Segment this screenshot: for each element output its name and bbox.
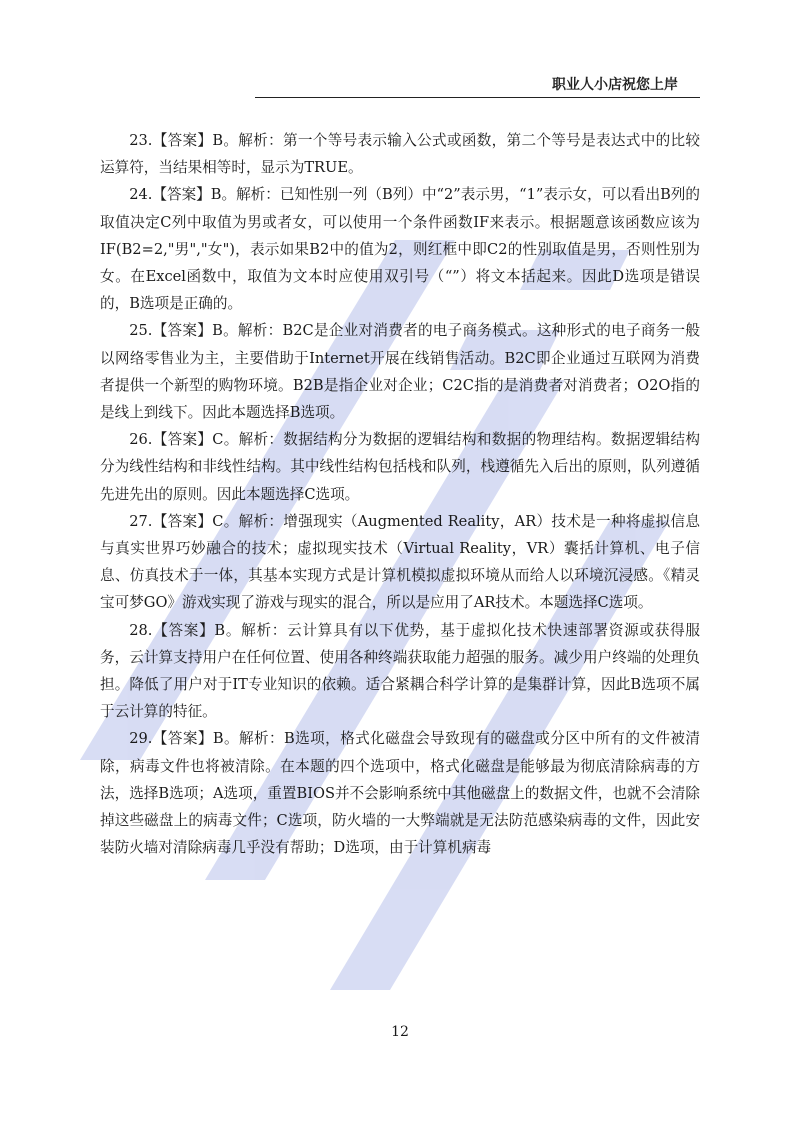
- answer-paragraph-29: 29.【答案】B。解析：B选项，格式化磁盘会导致现有的磁盘或分区中所有的文件被清除，病毒文件也将被清除。在本题的四个选项中，格式化磁盘是能够最为彻底清除病毒的方法，选择B选项；A选项，重置BIOS并不会影响系统中其他磁盘上的数据文件，也就不会清除掉这些磁盘上的病毒文件；C选项，防火墙的一大弊端就是无法防范感染病毒的文件，因此安装防火墙对清除病毒几乎没有帮助；D选项，由于计算机病毒: [100, 730, 700, 857]
- answer-paragraph-23: 23.【答案】B。解析：第一个等号表示输入公式或函数，第二个等号是表达式中的比较运算符，当结果相等时，显示为TRUE。: [100, 132, 700, 177]
- answer-paragraph-25: 25.【答案】B。解析：B2C是企业对消费者的电子商务模式。这种形式的电子商务一般以网络零售业为主，主要借助于Internet开展在线销售活动。B2C即企业通过互联网为消费者提供一个新型的购物环境。B2B是指企业对企业；C2C指的是消费者对消费者；O2O指的是线上到线下。因此本题选择B选项。: [100, 322, 700, 422]
- header-title: 职业人小店祝您上岸: [552, 77, 678, 93]
- answer-paragraph-24: 24.【答案】B。解析：已知性别一列（B列）中“2”表示男，“1”表示女，可以看出B列的取值决定C列中取值为男或者女，可以使用一个条件函数IF来表示。根据题意该函数应该为IF(B2=2,"男","女")，表示如果B2中的值为2，则红框中即C2的性别取值是男，否则性别为女。在Excel函数中，取值为文本时应使用双引号（“”）将文本括起来。因此D选项是错误的，B选项是正确的。: [100, 186, 700, 313]
- page-number: 12: [391, 1024, 409, 1040]
- header-rule: [255, 97, 700, 98]
- answer-paragraph-26: 26.【答案】C。解析：数据结构分为数据的逻辑结构和数据的物理结构。数据逻辑结构分为线性结构和非线性结构。其中线性结构包括栈和队列，栈遵循先入后出的原则，队列遵循先进先出的原则。因此本题选择C选项。: [100, 431, 700, 503]
- answer-paragraph-28: 28.【答案】B。解析：云计算具有以下优势，基于虚拟化技术快速部署资源或获得服务，云计算支持用户在任何位置、使用各种终端获取能力超强的服务。减少用户终端的处理负担。降低了用户对于IT专业知识的依赖。适合紧耦合科学计算的是集群计算，因此B选项不属于云计算的特征。: [100, 621, 700, 721]
- answer-content: [100, 127, 700, 861]
- answer-paragraph-27: 27.【答案】C。解析：增强现实（Augmented Reality，AR）技术是一种将虚拟信息与真实世界巧妙融合的技术；虚拟现实技术（Virtual Reality，VR）囊括计算机、电子信息、仿真技术于一体，其基本实现方式是计算机模拟虚拟环境从而给人以环境沉浸感。《精灵宝可梦GO》游戏实现了游戏与现实的混合，所以是应用了AR技术。本题选择C选项。: [100, 512, 700, 612]
